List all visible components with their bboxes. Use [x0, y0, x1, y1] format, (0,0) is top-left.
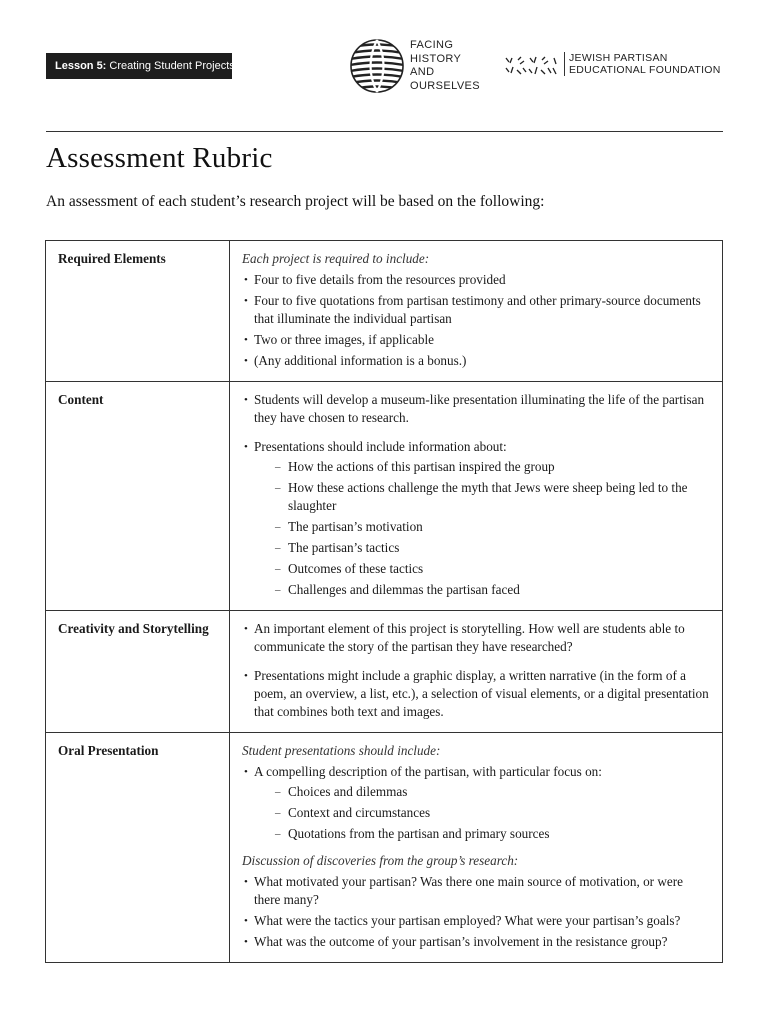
sub-list-item: – Choices and dilemmas [254, 783, 710, 801]
criterion-cell: Creativity and Storytelling [46, 611, 230, 733]
list-item-text: A compelling description of the partisan, with particular focus on: [254, 764, 602, 779]
list-item: • What were the tactics your partisan employed? What were your partisan’s goals? [242, 912, 710, 930]
jpef-logo [504, 52, 726, 82]
sub-list-item: – Outcomes of these tactics [254, 560, 710, 578]
list-item: • (Any additional information is a bonus.) [242, 352, 710, 370]
sub-list-item: – Context and circumstances [254, 804, 710, 822]
logo-line: FACING [410, 39, 454, 51]
list-item: • An important element of this project is storytelling. How well are students able to communicate the story of the partisan they have researched? [242, 620, 710, 656]
list-item: • Presentations might include a graphic display, a written narrative (in the form of a poem, an overview, a list, etc.), a selection of visual elements, or a digital presentation that combines both text and images. [242, 667, 710, 721]
table-row [46, 382, 723, 611]
lead-text: Student presentations should include: [242, 743, 441, 758]
page-title: Assessment Rubric [46, 142, 273, 174]
lead-text: Discussion of discoveries from the group’s research: [242, 853, 519, 868]
lesson-label: Lesson 5: [55, 60, 107, 72]
lead-text: Each project is required to include: [242, 251, 430, 266]
description-cell [230, 241, 723, 382]
list-item [242, 438, 710, 599]
facing-history-logo [350, 37, 490, 97]
bullet-list [242, 763, 710, 843]
description-cell [230, 611, 723, 733]
sub-list [254, 783, 710, 843]
list-item: • Four to five quotations from partisan testimony and other primary-source documents that illuminate the individual partisan [242, 292, 710, 328]
bullet-list [242, 391, 710, 599]
list-item: • Two or three images, if applicable [242, 331, 710, 349]
partisan-marks-icon [504, 54, 558, 78]
intro-text: An assessment of each student’s research project will be based on the following: [46, 193, 545, 210]
sub-list [254, 458, 710, 599]
list-item: • What motivated your partisan? Was there one main source of motivation, or were there many? [242, 873, 710, 909]
facing-history-wordmark [410, 39, 480, 93]
logo-line: AND [410, 66, 435, 78]
logo-line: HISTORY [410, 52, 462, 65]
logo-line: JEWISH PARTISAN [569, 52, 668, 64]
globe-stripes-icon [350, 39, 404, 93]
list-item: • Four to five details from the resources provided [242, 271, 710, 289]
list-item [242, 763, 710, 843]
list-item: • Students will develop a museum-like presentation illuminating the life of the partisan they have chosen to research. [242, 391, 710, 427]
table-row [46, 241, 723, 382]
lesson-title: Creating Student Projects [109, 60, 235, 72]
criterion-cell: Content [46, 382, 230, 611]
sub-list-item: – Challenges and dilemmas the partisan faced [254, 581, 710, 599]
sub-list-item: – The partisan’s motivation [254, 518, 710, 536]
criterion-cell: Oral Presentation [46, 733, 230, 963]
table-row [46, 733, 723, 963]
header-divider [46, 131, 723, 132]
sub-list-item: – The partisan’s tactics [254, 539, 710, 557]
lesson-badge [46, 53, 235, 79]
logo-line: OURSELVES [410, 79, 481, 92]
bullet-list [242, 873, 710, 951]
logo-line: EDUCATIONAL FOUNDATION [569, 64, 721, 76]
sub-list-item: – How the actions of this partisan inspired the group [254, 458, 710, 476]
criterion-cell: Required Elements [46, 241, 230, 382]
bullet-list [242, 620, 710, 721]
list-item-text: Presentations should include information about: [254, 439, 507, 454]
description-cell [230, 733, 723, 963]
jpef-wordmark [564, 52, 721, 76]
rubric-table [45, 240, 723, 963]
list-item: • What was the outcome of your partisan’s involvement in the resistance group? [242, 933, 710, 951]
table-row [46, 611, 723, 733]
bullet-list [242, 271, 710, 370]
sub-list-item: – Quotations from the partisan and primary sources [254, 825, 710, 843]
description-cell [230, 382, 723, 611]
sub-list-item: – How these actions challenge the myth that Jews were sheep being led to the slaughter [254, 479, 710, 515]
